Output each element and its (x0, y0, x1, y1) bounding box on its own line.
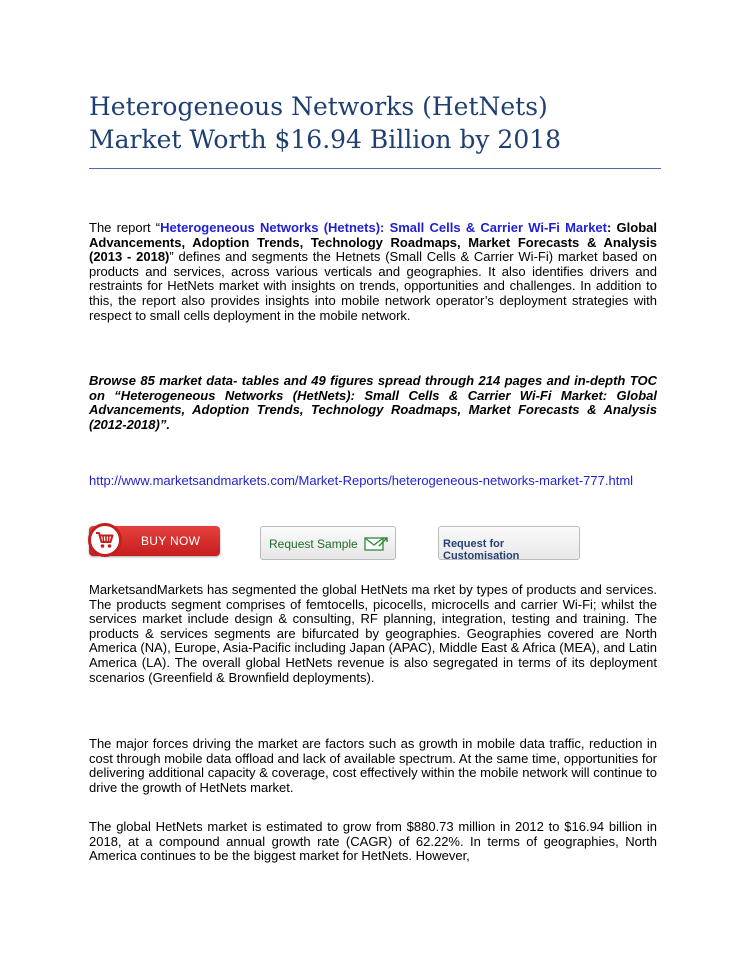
browse-paragraph: Browse 85 market data- tables and 49 figures spread through 214 pages and in-depth TOC on “Heterogeneous Networks (HetNets): Small Cells & Carrier Wi-Fi Market: Global Advancements, Adoption Trends, Technology Roadmaps, Market Forecasts & Analysis (2012-2018)”. (89, 373, 657, 432)
segmentation-paragraph: MarketsandMarkets has segmented the global HetNets ma rket by types of products and services. The products segment comprises of femtocells, picocells, microcells and carrier Wi-Fi; whilst the services market include design & consulting, RF planning, integration, testing and training. The products & services segments are bifurcated by geographies. Geographies covered are North America (NA), Europe, Asia-Pacific including Japan (APAC), Middle East & Africa (MEA), and Latin America (LA). The overall global HetNets revenue is also segregated in terms of its deployment scenarios (Greenfield & Brownfield deployments). (89, 582, 657, 685)
report-title-link[interactable]: Heterogeneous Networks (Hetnets): Small Cells & Carrier Wi-Fi Market (160, 220, 607, 235)
request-sample-button[interactable] (260, 526, 396, 560)
title-divider (89, 168, 661, 169)
global-market-paragraph: The global HetNets market is estimated to grow from $880.73 million in 2012 to $16.94 billion in 2018, at a compound annual growth rate (CAGR) of 62.22%. In terms of geographies, North America continues to be the biggest market for HetNets. However, (89, 819, 657, 864)
buy-now-button[interactable] (89, 526, 220, 556)
buy-now-label: BUY NOW (141, 534, 201, 548)
report-url-link[interactable]: http://www.marketsandmarkets.com/Market-Reports/heterogeneous-networks-market-777.html (89, 473, 634, 488)
report-subtitle: Global Advancements, Adoption Trends, Technology Roadmaps, Market Forecasts & Analysis (2013 - 2018) (89, 220, 658, 265)
request-sample-label: Request Sample (269, 537, 358, 551)
intro-paragraph (89, 221, 657, 323)
title-line-1: Heterogeneous Networks (HetNets) (89, 92, 548, 121)
market-forces-paragraph: The major forces driving the market are factors such as growth in mobile data traffic, reduction in cost through mobile data offload and lack of available spectrum. At the same time, opportunities for delivering additional capacity & coverage, cost effectively within the mobile network will continue to drive the growth of HetNets market. (89, 736, 657, 795)
report-title-colon: : (607, 220, 612, 235)
intro-prefix: The report “ (89, 220, 161, 235)
page-title (89, 90, 669, 156)
request-customisation-button[interactable] (438, 526, 580, 560)
request-customisation-label: Request for Customisation (443, 538, 520, 562)
title-line-2: Market Worth $16.94 Billion by 2018 (89, 125, 562, 154)
intro-body: ” defines and segments the Hetnets (Small Cells & Carrier Wi-Fi) market based on products and services, across various verticals and geographies. It also identifies drivers and restraints for HetNets market with insights on trends, opportunities and challenges. In addition to this, the report also provides insights into mobile network operator’s deployment strategies with respect to small cells deployment in the mobile network. (89, 249, 657, 323)
envelope-icon (364, 536, 388, 552)
cart-icon (88, 523, 122, 557)
